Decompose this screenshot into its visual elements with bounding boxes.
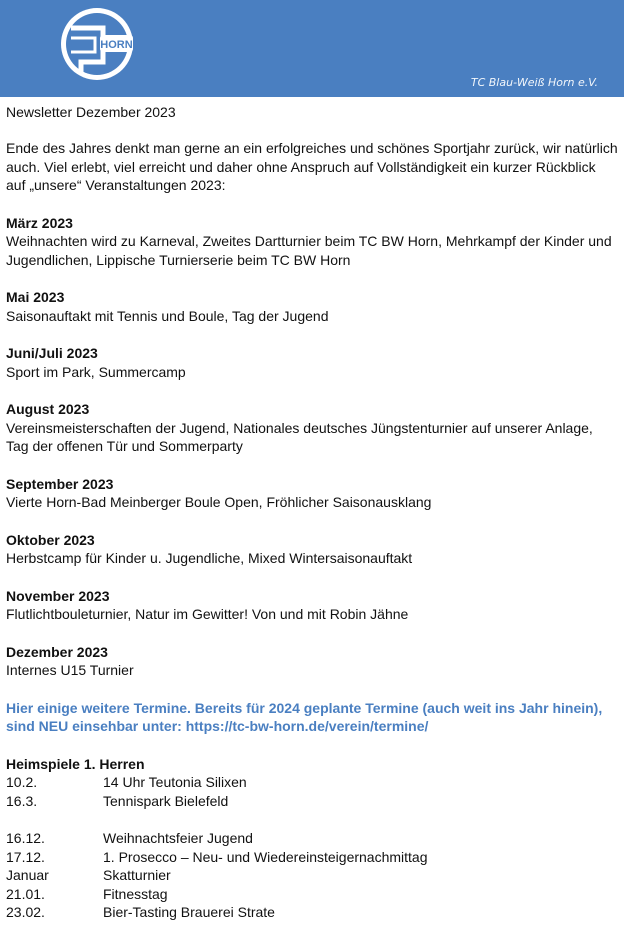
section-september <box>6 475 618 512</box>
month-events: Vierte Horn-Bad Meinberger Boule Open, Fröhlicher Saisonausklang <box>6 494 432 510</box>
month-heading: Juni/Juli 2023 <box>6 345 98 361</box>
heimspiele-heading: Heimspiele 1. Herren <box>6 755 145 772</box>
schedule-row <box>6 903 618 922</box>
section-mai <box>6 288 618 325</box>
intro-paragraph: Ende des Jahres denkt man gerne an ein erfolgreiches und schönes Sportjahr zurück, wir natürlich auch. Viel erlebt, viel erreicht und daher ohne Anspruch auf Vollständigkeit ein kurzer Rückblick auf „unsere“ Veranstaltungen 2023: <box>6 140 618 193</box>
month-heading: März 2023 <box>6 214 73 231</box>
section-dezember <box>6 643 618 680</box>
newsletter-body <box>6 103 618 922</box>
section-august <box>6 400 618 456</box>
month-heading: Oktober 2023 <box>6 531 95 548</box>
schedule-row <box>6 848 618 867</box>
schedule-row <box>6 885 618 904</box>
schedule-event: Weihnachtsfeier Jugend <box>103 830 253 846</box>
schedule-row <box>6 829 618 848</box>
newsletter-title: Newsletter Dezember 2023 <box>6 104 176 120</box>
section-oktober <box>6 531 618 568</box>
spacer <box>6 810 618 829</box>
schedule-row <box>6 866 618 885</box>
section-november <box>6 587 618 624</box>
month-heading: August 2023 <box>6 401 90 417</box>
section-juni-juli <box>6 344 618 381</box>
logo-text: HORN <box>100 39 133 51</box>
schedule-row <box>6 792 618 811</box>
schedule-event: Bier-Tasting Brauerei Strate <box>103 904 275 920</box>
month-events: Internes U15 Turnier <box>6 662 134 678</box>
month-events: Vereinsmeisterschaften der Jugend, Nationales deutsches Jüngstenturnier auf unserer Anlage, Tag der offenen Tür und Sommerparty <box>6 419 593 454</box>
schedule-date: 21.01. <box>6 885 45 902</box>
schedule-event: 1. Prosecco – Neu- und Wiedereinsteigernachmittag <box>103 848 428 865</box>
month-events: Herbstcamp für Kinder u. Jugendliche, Mixed Wintersaisonauftakt <box>6 550 413 566</box>
section-maerz <box>6 214 618 270</box>
month-heading: Mai 2023 <box>6 289 65 305</box>
header-banner <box>0 0 624 97</box>
schedule-date: 16.3. <box>6 792 38 809</box>
club-logo <box>57 4 137 84</box>
month-events: Saisonauftakt mit Tennis und Boule, Tag der Jugend <box>6 307 329 324</box>
month-heading: Dezember 2023 <box>6 643 108 660</box>
schedule-event: Skatturnier <box>103 867 171 883</box>
club-name: TC Blau-Weiß Horn e.V. <box>470 76 598 89</box>
schedule-row <box>6 773 618 792</box>
termine-notice: Hier einige weitere Termine. Bereits für 2024 geplante Termine (auch weit ins Jahr hinein), sind NEU einsehbar unter: https://tc-bw-horn.de/verein/termine/ <box>6 699 603 734</box>
schedule-date: 17.12. <box>6 848 45 865</box>
month-heading: September 2023 <box>6 475 114 492</box>
schedule-event: 14 Uhr Teutonia Silixen <box>103 774 247 790</box>
schedule-date: 23.02. <box>6 904 45 920</box>
schedule-date: Januar <box>6 867 49 883</box>
schedule-date: 10.2. <box>6 774 38 790</box>
schedule-event: Tennispark Bielefeld <box>103 792 229 809</box>
month-heading: November 2023 <box>6 587 110 604</box>
month-events: Weihnachten wird zu Karneval, Zweites Dartturnier beim TC BW Horn, Mehrkampf der Kinder und Jugendlichen, Lippische Turnierserie beim TC BW Horn <box>6 233 612 268</box>
month-events: Flutlichtbouleturnier, Natur im Gewitter! Von und mit Robin Jähne <box>6 606 409 622</box>
schedule-event: Fitnesstag <box>103 885 168 902</box>
schedule-date: 16.12. <box>6 830 45 846</box>
month-events: Sport im Park, Summercamp <box>6 363 186 380</box>
